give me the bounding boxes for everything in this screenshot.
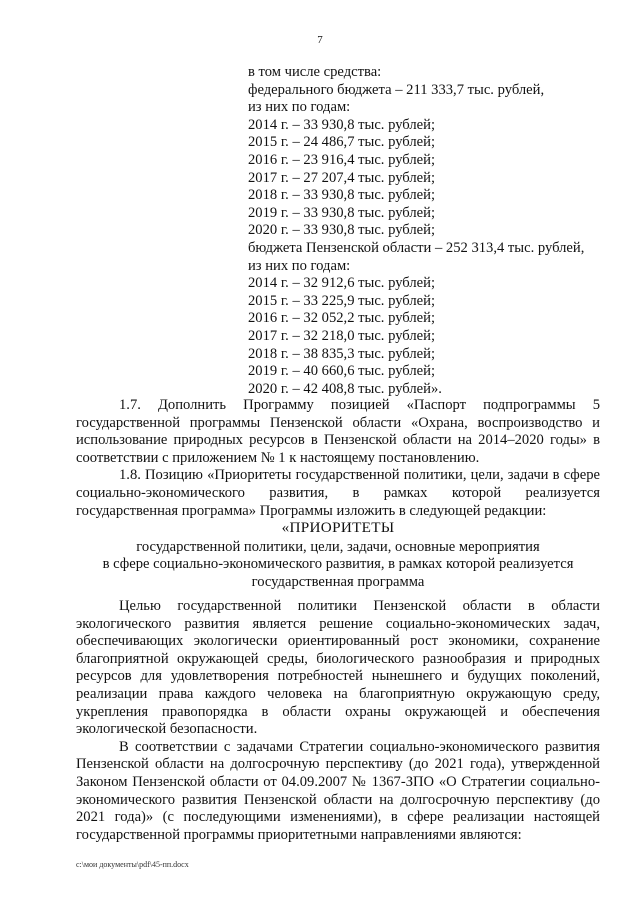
funding-line: 2016 г. – 32 052,2 тыс. рублей; [248, 310, 435, 327]
section-heading-line: государственной политики, цели, задачи, основные мероприятия [136, 538, 540, 555]
section-heading-line: в сфере социально-экономического развития, в рамках которой реализуется [102, 556, 574, 573]
strategy-paragraph: В соответствии с задачами Стратегии социально-экономического развития Пензенской области на долгосрочную перспективу (до 2021 года), утвержденной Законом Пензенской области от 04.09.2007 № 1367-ЗПО «О Стратегии социально-экономического развития Пензенской области на долгосрочную перспективу (до 2021 года)» (с последующими изменениями), в сфере реализации настоящей государственной программы приоритетными направлениями являются: [76, 738, 600, 843]
funding-line: 2018 г. – 33 930,8 тыс. рублей; [248, 187, 435, 204]
funding-line: бюджета Пензенской области – 252 313,4 тыс. рублей, [248, 239, 585, 256]
paragraph-1-8: 1.8. Позицию «Приоритеты государственной политики, цели, задачи в сфере социально-экономического развития, в рамках которой реализуется государственная программа» Программы изложить в следующей редакции: [76, 467, 600, 519]
funding-line: 2017 г. – 32 218,0 тыс. рублей; [248, 327, 435, 344]
amendment-paragraphs [76, 397, 600, 520]
section-heading-title: «ПРИОРИТЕТЫ [281, 519, 395, 536]
funding-line: 2017 г. – 27 207,4 тыс. рублей; [248, 169, 435, 186]
body-paragraphs [76, 598, 600, 844]
funding-line: 2014 г. – 32 912,6 тыс. рублей; [248, 275, 435, 292]
funding-line: федерального бюджета – 211 333,7 тыс. рублей, [248, 81, 545, 98]
funding-line: из них по годам: [248, 99, 351, 116]
funding-line: 2018 г. – 38 835,3 тыс. рублей; [248, 345, 435, 362]
goal-paragraph: Целью государственной политики Пензенской области в области экологического развития является решение социально-экономических задач, обеспечивающих экологически ориентированный рост экономики, сохранение благоприятной окружающей среды, биологического разнообразия и природных ресурсов для удовлетворения потребностей нынешнего и будущих поколений, реализации права каждого человека на благоприятную окружающую среду, укрепления правопорядка в области охраны окружающей и обеспечения экологической безопасности. [76, 598, 600, 738]
page-number: 7 [317, 34, 323, 46]
funding-line: 2019 г. – 33 930,8 тыс. рублей; [248, 204, 435, 221]
funding-line: 2020 г. – 42 408,8 тыс. рублей». [248, 380, 442, 397]
funding-line: из них по годам: [248, 257, 351, 274]
section-heading [76, 519, 600, 591]
funding-line: 2015 г. – 33 225,9 тыс. рублей; [248, 292, 435, 309]
footer-file-path: c:\мои документы\pdf\45-пп.docx [76, 860, 189, 869]
funding-line: 2015 г. – 24 486,7 тыс. рублей; [248, 134, 435, 151]
funding-line: в том числе средства: [248, 64, 382, 80]
funding-line: 2019 г. – 40 660,6 тыс. рублей; [248, 363, 435, 380]
funding-block [248, 64, 600, 398]
funding-line: 2016 г. – 23 916,4 тыс. рублей; [248, 151, 435, 168]
section-heading-line: государственная программа [251, 573, 425, 590]
paragraph-1-7: 1.7. Дополнить Программу позицией «Паспорт подпрограммы 5 государственной программы Пензенской области «Охрана, воспроизводство и использование природных ресурсов в Пензенской области на 2014–2020 годы» в соответствии с приложением № 1 к настоящему постановлению. [76, 397, 600, 466]
funding-line: 2020 г. – 33 930,8 тыс. рублей; [248, 222, 435, 239]
funding-line: 2014 г. – 33 930,8 тыс. рублей; [248, 116, 435, 133]
